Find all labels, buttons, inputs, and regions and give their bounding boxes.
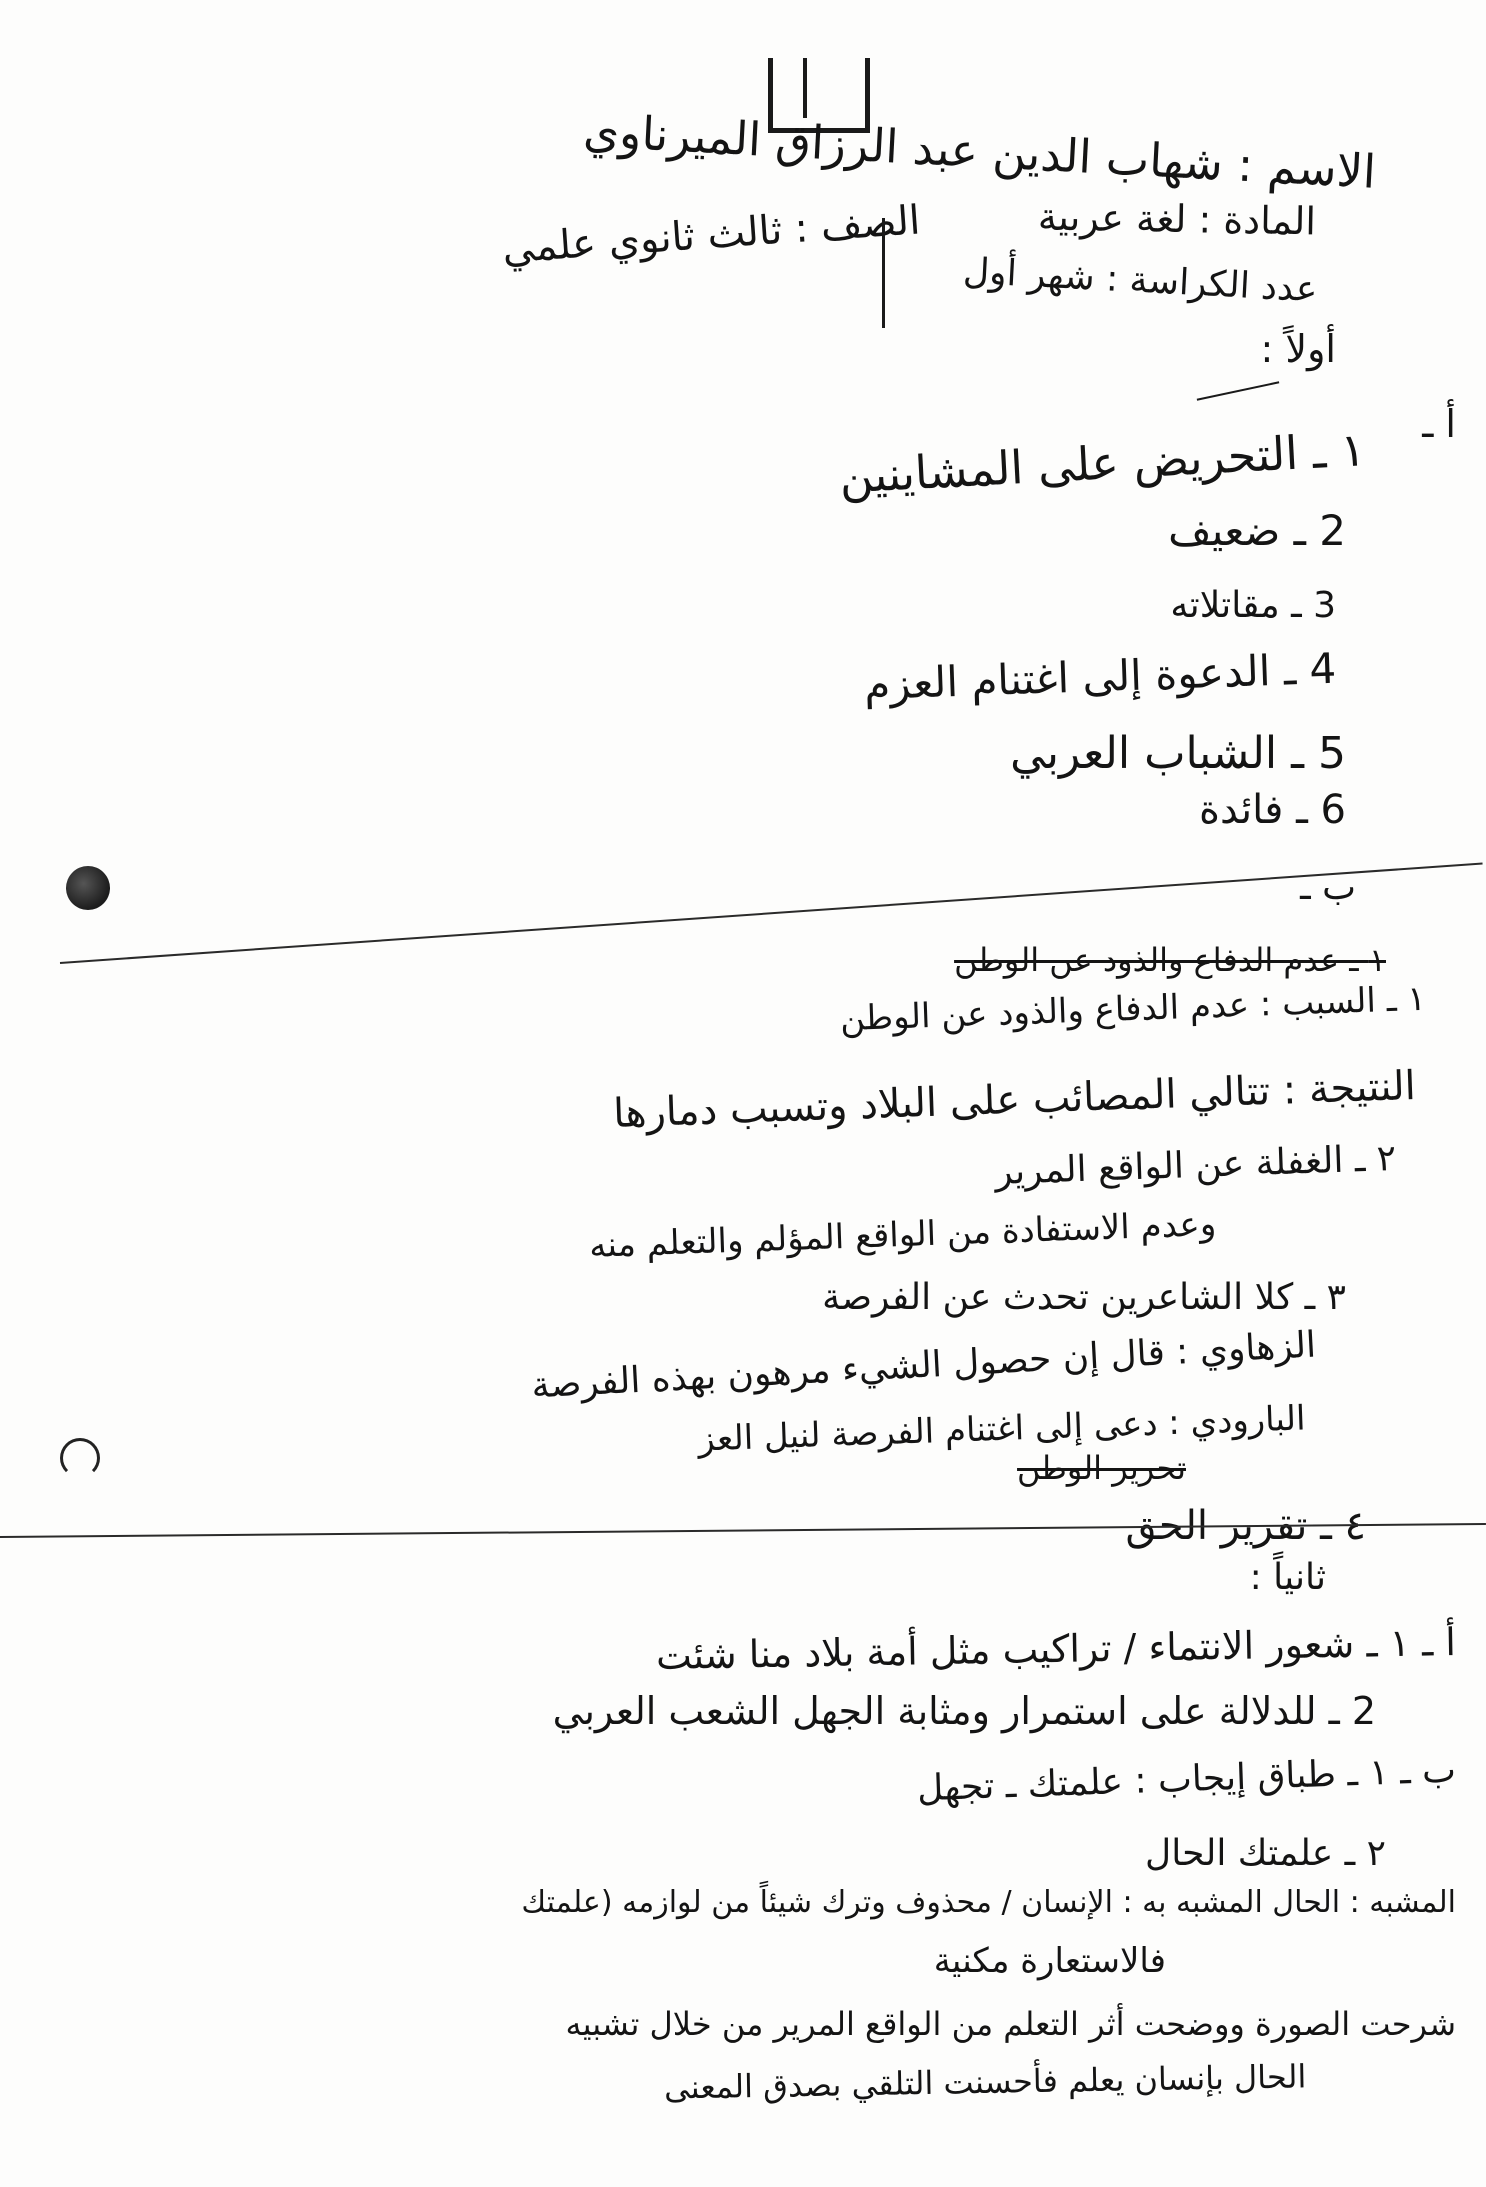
baroudi-line: البارودي : دعى إلى اغتنام الفرصة لنيل العز [697,1398,1307,1460]
class-line: الصف : ثالث ثانوي علمي [501,197,923,273]
student-name-line: الاسم : شهاب الدين عبد الرزاق الميرناوي [581,103,1377,199]
exam-line: عدد الكراسة : شهر أول [962,250,1319,311]
sharh-line-1: شرحت الصورة ووضحت أثر التعلم من الواقع المرير من خلال تشبيه [565,2005,1456,2043]
answer-3: 3 ـ مقاتلاته [1170,585,1336,626]
section-two-heading: ثانياً : [1249,1557,1326,1598]
section-one-heading: أولاً : [1260,327,1336,371]
b2-line: ٢ ـ علمتك الحال [1145,1833,1386,1874]
a1-line: أ ـ ١ ـ شعور الانتماء / تراكيب مثل أمة بلاد منا شئت [655,1620,1457,1678]
cause-line: ١ ـ السبب : عدم الدفاع والذود عن الوطن [839,978,1427,1040]
istiara-line: فالاستعارة مكنية [933,1941,1166,1981]
result-line: النتيجة : تتالي المصائب على البلاد وتسبب دمارها [612,1063,1417,1137]
answer-4: 4 ـ الدعوة إلى اغتنام العزم [863,643,1337,710]
item-2-line-1: ٢ ـ الغفلة عن الواقع المرير [994,1138,1397,1193]
heading-underline [1197,381,1280,400]
zahawi-line: الزهاوي : قال إن حصول الشيء مرهون بهذه الفرصة [529,1324,1317,1407]
crossed-out-line-2: تحرير الوطن [1017,1449,1186,1487]
answer-2: 2 ـ ضعيف [1168,506,1346,555]
part-a-label: أ ـ [1422,402,1456,446]
crossed-out-line: ١ ـ عدم الدفاع والذود عن الوطن [954,941,1386,979]
punch-hole-middle [60,1438,100,1478]
subject-line: المادة : لغة عربية [1037,194,1317,244]
part-b-label: ب ـ [1300,867,1356,908]
item-3-line: ٣ ـ كلا الشاعرين تحدث عن الفرصة [822,1277,1346,1318]
punch-hole-top [66,866,110,910]
sharh-line-2: الحال بإنسان يعلم فأحسنت التلقي بصدق المعنى [663,2057,1307,2107]
mushabbah-line: المشبه : الحال المشبه به : الإنسان / محذوف وترك شيئاً من لوازمه (علمتك [521,1885,1456,1920]
item-2-line-2: وعدم الاستفادة من الواقع المؤلم والتعلم منه [588,1204,1217,1266]
item-4-line: ٤ ـ تقرير الحق [1125,1503,1366,1549]
answer-6: 6 ـ فائدة [1199,787,1346,833]
header-divider [882,218,885,328]
a2-line: 2 ـ للدلالة على استمرار ومثابة الجهل الشعب العربي [552,1689,1376,1733]
answer-5: 5 ـ الشباب العربي [1010,728,1346,779]
answer-1: ١ ـ التحريض على المشاينين [838,422,1368,504]
b1-line: ب ـ ١ ـ طباق إيجاب : علمتك ـ تجهل [916,1749,1457,1810]
